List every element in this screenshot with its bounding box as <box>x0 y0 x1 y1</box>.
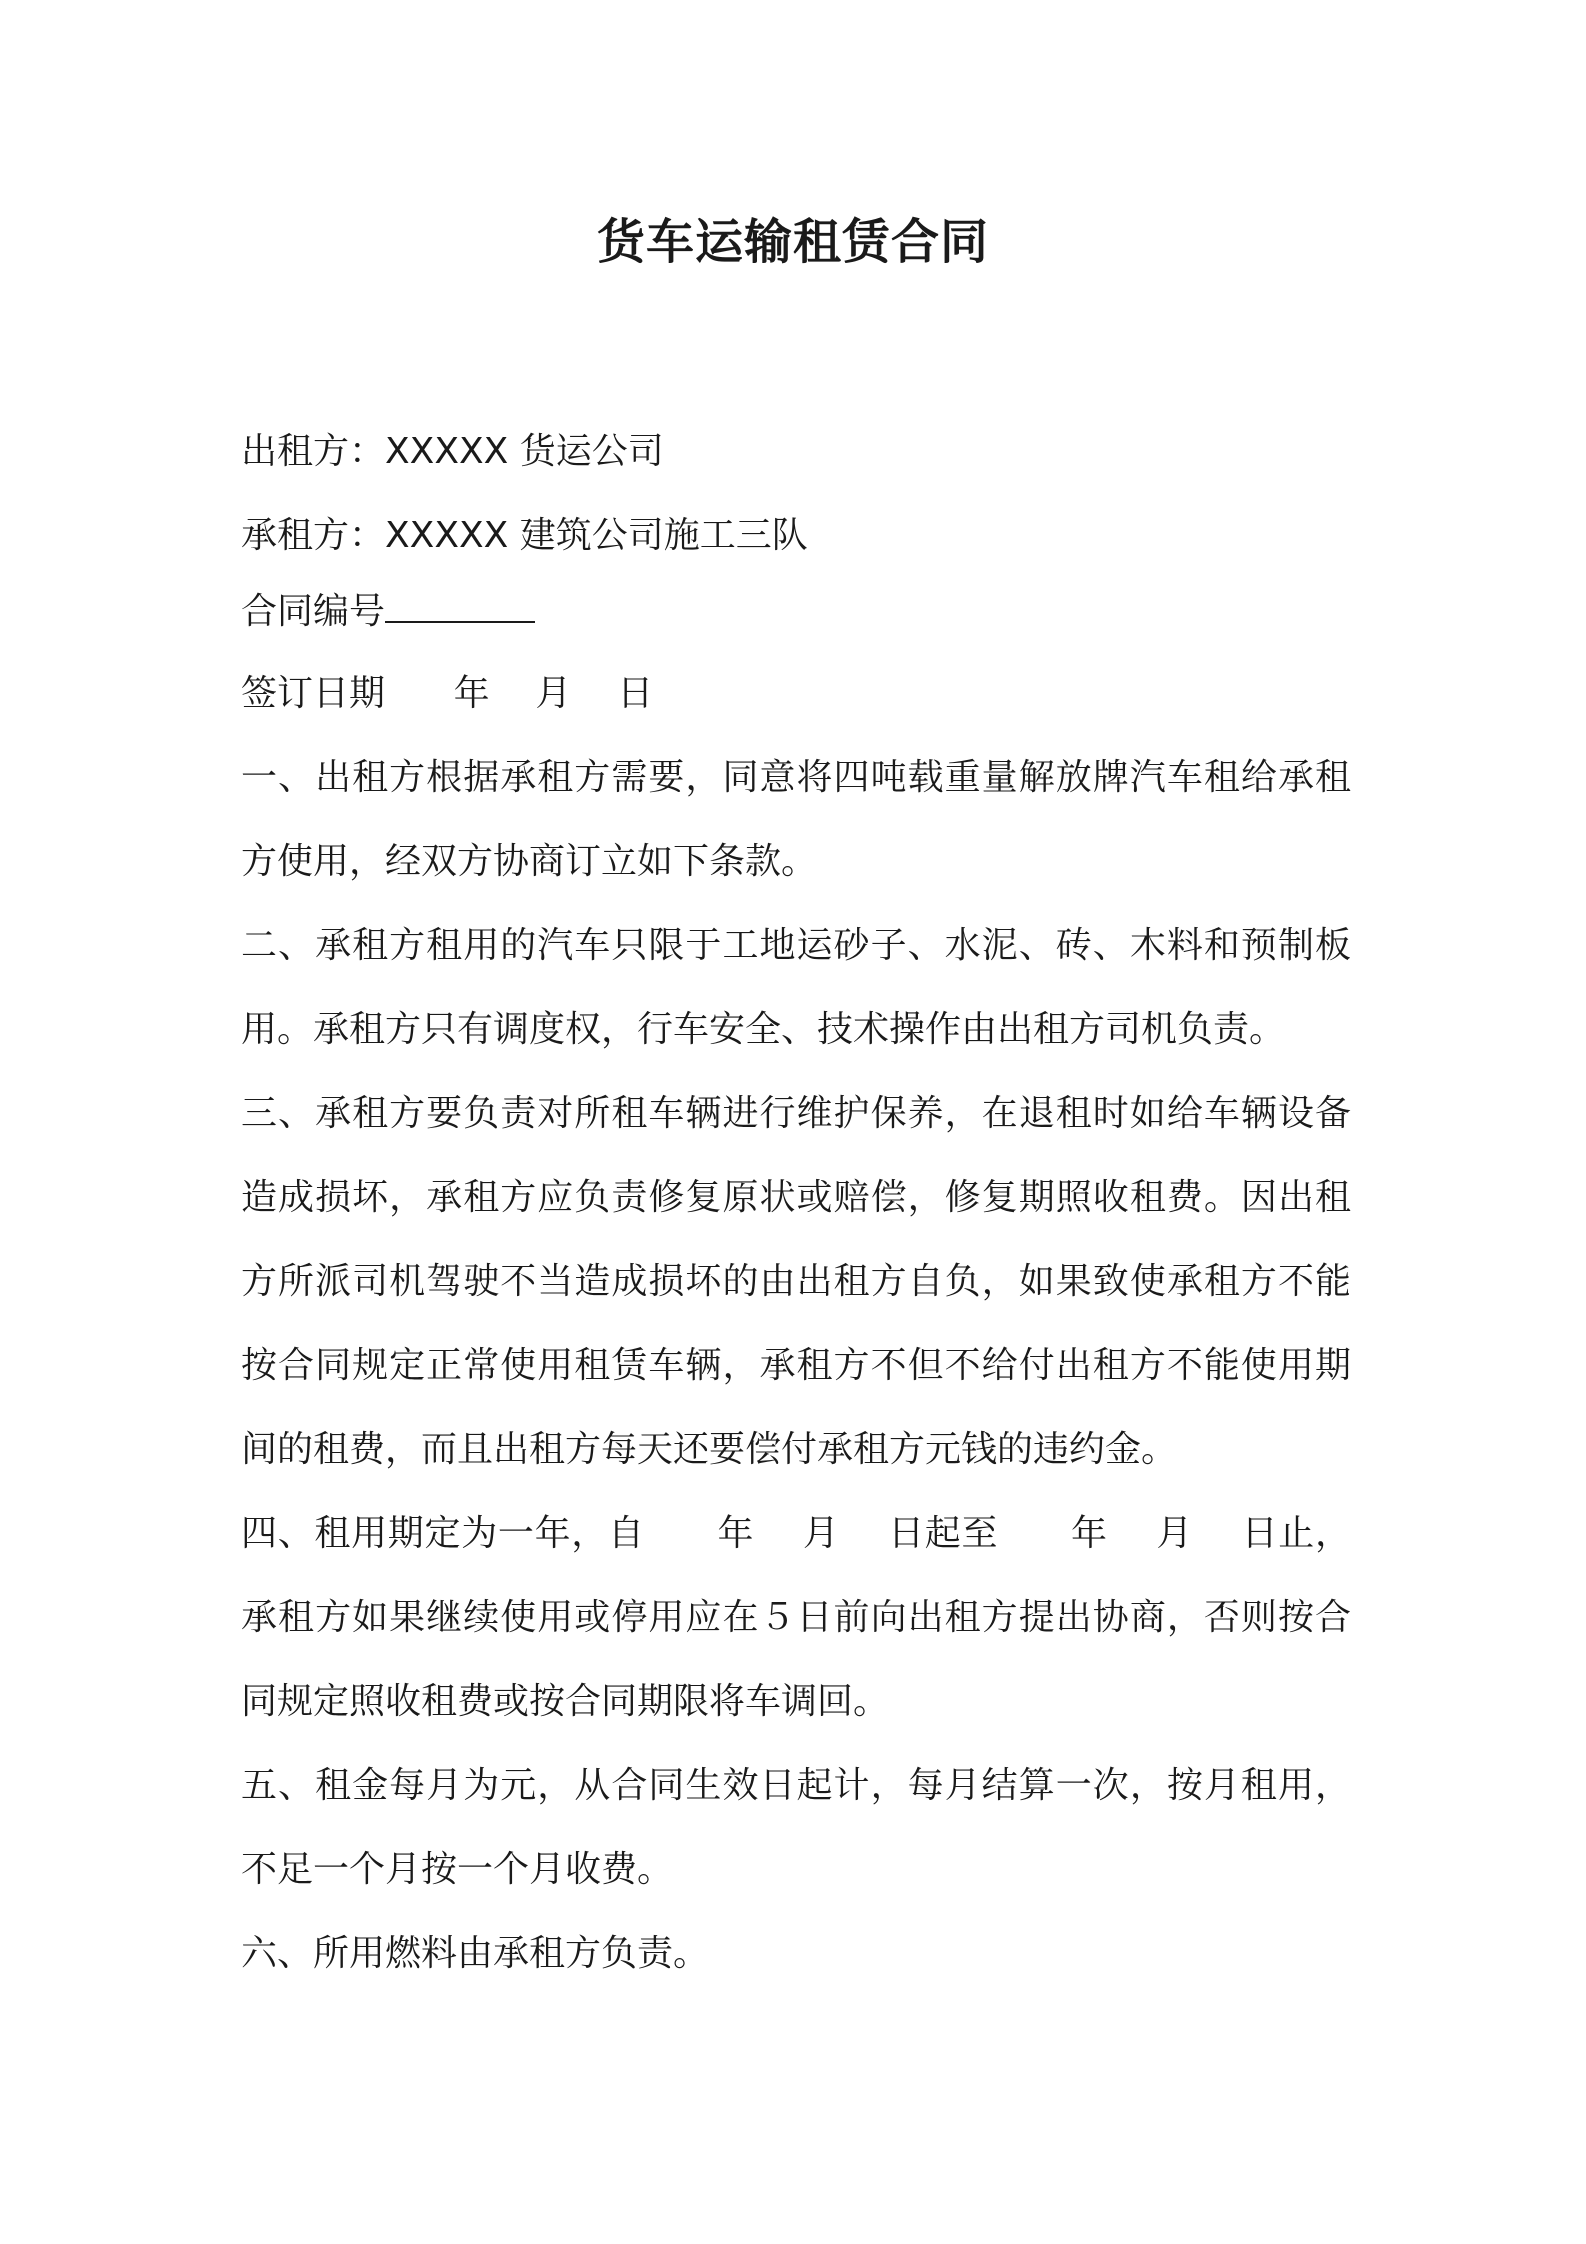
contract-number-label: 合同编号 <box>241 591 386 632</box>
clause-3: 三、承租方要负责对所租车辆进行维护保养，在退租时如给车辆设备造成损坏，承租方应负责修复原状或赔偿，修复期照收租费。因出租方所派司机驾驶不当造成损坏的由出租方自负，如果致使承租方不能按合同规定正常使用租赁车辆，承租方不但不给付出租方不能使用期间的租费，而且出租方每天还要偿付承租方元钱的违约金。 <box>241 1093 1351 1470</box>
clause-1: 一、出租方根据承租方需要，同意将四吨载重量解放牌汽车租给承租方使用，经双方协商订立如下条款。 <box>241 757 1351 882</box>
sign-date-line: 签订日期 年 月 日 <box>241 673 654 714</box>
lessee-line: 承租方：XXXXX 建筑公司施工三队 <box>241 515 808 556</box>
document-body <box>241 410 1351 1996</box>
lessor-line: 出租方：XXXXX 货运公司 <box>241 431 664 472</box>
document-title: 货车运输租赁合同 <box>596 214 989 270</box>
clause-4: 四、租用期定为一年，自 年 月 日起至 年 月 日止，承租方如果继续使用或停用应在５日前向出租方提出协商，否则按合同规定照收租费或按合同期限将车调回。 <box>241 1513 1351 1722</box>
clause-6: 六、所用燃料由承租方负责。 <box>241 1933 710 1974</box>
contract-number-line <box>241 570 1351 652</box>
clause-2: 二、承租方租用的汽车只限于工地运砂子、水泥、砖、木料和预制板用。承租方只有调度权，行车安全、技术操作由出租方司机负责。 <box>241 925 1351 1050</box>
clause-5: 五、租金每月为元，从合同生效日起计，每月结算一次，按月租用，不足一个月按一个月收费。 <box>241 1765 1351 1890</box>
contract-number-blank <box>385 591 535 623</box>
